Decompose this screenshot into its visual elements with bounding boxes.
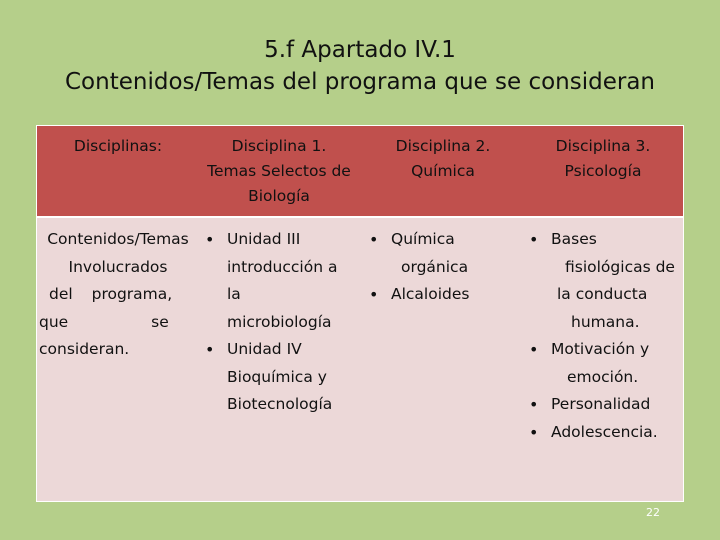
header-disciplina-1	[197, 134, 361, 209]
list-item	[201, 226, 361, 336]
row-label-line: consideran.	[39, 340, 130, 358]
header-text: Psicología	[564, 162, 642, 180]
list-item-text: emoción.	[567, 367, 639, 386]
disciplina-1-topics	[201, 226, 361, 419]
list-item-text: • Bases	[551, 230, 597, 248]
list-item-text: la conducta	[557, 285, 648, 303]
row-label-line: Contenidos/Temas	[47, 230, 189, 248]
list-item-text: • Química	[391, 230, 455, 248]
list-item-text: orgánica	[401, 257, 469, 276]
row-label-line: Involucrados	[68, 257, 168, 276]
header-disciplinas	[37, 134, 199, 159]
list-item-text: • Unidad IV	[227, 340, 302, 358]
header-text: Biología	[248, 187, 310, 205]
row-label-line	[39, 281, 197, 309]
list-item-text: humana.	[571, 312, 640, 331]
list-item	[525, 391, 681, 419]
list-item	[525, 419, 681, 447]
list-item	[365, 226, 523, 281]
row-label-text: que se	[39, 312, 169, 331]
disciplina-2-topics	[365, 226, 523, 309]
header-disciplina-2	[361, 134, 525, 184]
header-text: Disciplina 2.	[395, 137, 491, 155]
disciplina-3-topics	[525, 226, 681, 446]
table-header-row	[37, 126, 683, 218]
list-item-text: Bioquímica y	[227, 367, 327, 386]
header-text: Disciplinas:	[73, 137, 163, 155]
list-item-text: introducción a	[227, 257, 338, 276]
slide-title-line-2: Contenidos/Temas del programa que se consideran	[65, 69, 655, 95]
header-text: Química	[411, 162, 475, 180]
slide-title-line-1: 5.f Apartado IV.1	[264, 37, 456, 63]
list-item	[201, 336, 361, 419]
header-text: Disciplina 3.	[555, 137, 651, 155]
header-disciplina-3	[523, 134, 683, 184]
row-label-line	[39, 309, 197, 337]
header-text: Disciplina 1.	[231, 137, 327, 155]
list-item-text: • Personalidad	[551, 395, 651, 413]
row-label-text: del programa,	[49, 285, 173, 303]
list-item-text: • Motivación y	[551, 340, 650, 358]
list-item-text: microbiología	[227, 312, 332, 331]
list-item-text: • Alcaloides	[391, 285, 470, 303]
list-item-text: • Unidad III	[227, 230, 301, 248]
content-table	[36, 125, 684, 502]
slide-title	[0, 34, 720, 98]
list-item	[525, 226, 681, 336]
list-item-text: la	[227, 285, 241, 303]
list-item-text: Biotecnología	[227, 395, 333, 413]
list-item-text: • Adolescencia.	[551, 422, 658, 441]
list-item	[525, 336, 681, 391]
header-text: Temas Selectos de	[207, 162, 351, 180]
list-item	[365, 281, 523, 309]
row-label	[39, 226, 197, 364]
list-item-text: fisiológicas de	[565, 257, 675, 276]
page-number: 22	[646, 506, 660, 519]
